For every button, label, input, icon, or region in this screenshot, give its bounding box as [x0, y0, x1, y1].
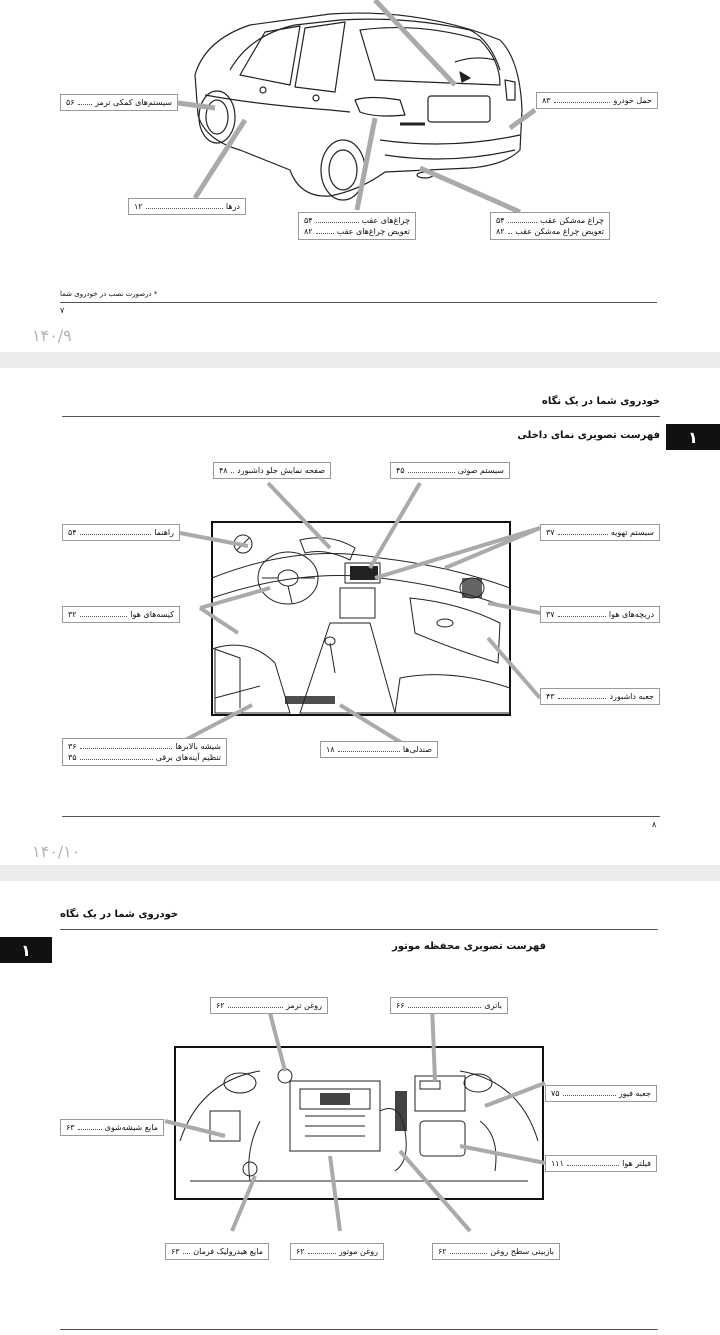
callout-ventilation — [540, 524, 660, 541]
callout-label: بازبینی سطح روغن — [490, 1247, 554, 1256]
callout-label: حمل خودرو — [613, 96, 652, 105]
footer-rule — [60, 302, 657, 303]
chapter-tab: ۱ — [666, 424, 720, 450]
page-header: خودروی شما در یک نگاه — [60, 909, 179, 920]
callout-label: تعویض چراغ‌های عقب — [336, 227, 410, 236]
handwritten-stamp: ۱۴۰/۹ — [32, 326, 72, 345]
callout-fuse-box — [545, 1085, 657, 1102]
callout-engine-oil — [290, 1243, 384, 1260]
callout-label: جعبه فیوز — [618, 1089, 651, 1098]
callout-seats — [320, 741, 438, 758]
chapter-tab: ۱ — [0, 937, 52, 963]
callout-label: روغن موتور — [338, 1247, 378, 1256]
page-engine-bay — [0, 881, 720, 1335]
callout-label: سیستم صوتی — [457, 466, 504, 475]
callout-label: فیلتر هوا — [622, 1159, 651, 1168]
callout-air-vents — [540, 606, 660, 623]
callout-window-mirror-controls — [62, 738, 227, 766]
page-rear-exterior — [0, 0, 720, 352]
callout-airbags — [62, 606, 180, 623]
callout-head-up-display — [213, 462, 331, 479]
callout-page-number: ۴۸ — [219, 466, 228, 475]
callout-towing — [536, 92, 658, 109]
callout-label: صندلی‌ها — [402, 745, 432, 754]
callout-page-number: ۶۲ — [296, 1247, 305, 1256]
callout-label: دریچه‌های هوا — [608, 610, 654, 619]
callout-label: مایع شیشه‌شوی — [104, 1123, 158, 1132]
callout-page-number: ۳۷ — [546, 528, 555, 537]
callout-power-steering-fluid — [165, 1243, 269, 1260]
footer-rule — [62, 816, 660, 817]
callout-label: جعبه داشبورد — [609, 692, 654, 701]
callout-page-number: ۷۵ — [551, 1089, 560, 1098]
footer-rule — [60, 1329, 658, 1330]
callout-label: صفحه نمایش جلو داشبورد — [237, 466, 325, 475]
callout-page-number: ۸۲ — [496, 227, 505, 236]
callout-page-number: ۳۷ — [546, 610, 555, 619]
page-number: ۸ — [652, 820, 657, 829]
callout-page-number: ۶۲ — [216, 1001, 225, 1010]
callout-page-number: ۶۶ — [396, 1001, 405, 1010]
callout-glove-box — [540, 688, 660, 705]
callout-page-number: ۴۵ — [396, 466, 405, 475]
page-number: ۷ — [60, 306, 65, 315]
callout-page-number: ۳۵ — [68, 753, 77, 762]
section-title: فهرست تصویری محفظه موتور — [392, 941, 546, 952]
callout-page-number: ۵۴ — [68, 528, 77, 537]
callout-page-number: ۳۶ — [68, 742, 77, 751]
callout-label: روغن ترمز — [286, 1001, 322, 1010]
callout-page-number: ۳۲ — [68, 610, 77, 619]
callout-label: شیشه بالابرها — [175, 742, 221, 751]
header-rule — [60, 929, 658, 930]
callout-label: باتری — [484, 1001, 502, 1010]
callout-page-number: ۶۳ — [66, 1123, 75, 1132]
callout-page-number: ۱۲ — [134, 202, 143, 211]
callout-rear-fog-lamp — [490, 212, 610, 240]
callout-label: کیسه‌های هوا — [130, 610, 174, 619]
callout-label: راهنما — [154, 528, 174, 537]
callout-doors — [128, 198, 246, 215]
callout-page-number: ۸۲ — [304, 227, 313, 236]
handwritten-stamp: ۱۴۰/۱۰ — [32, 842, 81, 861]
callout-label: تعویض چراغ مه‌شکن عقب — [515, 227, 604, 236]
callout-page-number: ۵۶ — [66, 98, 75, 107]
page-header: خودروی شما در یک نگاه — [541, 396, 660, 407]
section-title: فهرست تصویری نمای داخلی — [517, 430, 660, 441]
callout-brake-fluid — [210, 997, 328, 1014]
callout-page-number: ۶۳ — [171, 1247, 180, 1256]
callout-label: چراغ مه‌شکن عقب — [540, 216, 604, 225]
callout-page-number: ۸۳ — [542, 96, 551, 105]
callout-label: سیستم تهویه — [610, 528, 654, 537]
callout-rear-lamps — [298, 212, 416, 240]
callout-indicator — [62, 524, 180, 541]
callout-label: چراغ‌های عقب — [361, 216, 410, 225]
callout-page-number: ۵۴ — [496, 216, 505, 225]
callout-page-number: ۱۸ — [326, 745, 335, 754]
page-separator — [0, 352, 720, 368]
callout-washer-fluid — [60, 1119, 164, 1136]
header-rule — [62, 416, 660, 417]
callout-page-number: ۵۴ — [304, 216, 313, 225]
callout-label: درها — [225, 202, 240, 211]
callout-oil-level-check — [432, 1243, 560, 1260]
callout-label: تنظیم آینه‌های برقی — [155, 753, 221, 762]
callout-label: مایع هیدرولیک فرمان — [193, 1247, 263, 1256]
callout-audio-system — [390, 462, 510, 479]
callout-page-number: ۱۱۱ — [551, 1159, 564, 1168]
page-interior — [0, 368, 720, 865]
callout-label: سیستم‌های کمکی ترمز — [95, 98, 172, 107]
page-separator — [0, 865, 720, 881]
callout-brake-assist — [60, 94, 178, 111]
callout-page-number: ۴۳ — [546, 692, 555, 701]
footnote: * درصورت نصب در خودروی شما — [60, 290, 158, 298]
callout-battery — [390, 997, 508, 1014]
callout-air-filter — [545, 1155, 657, 1172]
callout-page-number: ۶۲ — [438, 1247, 447, 1256]
